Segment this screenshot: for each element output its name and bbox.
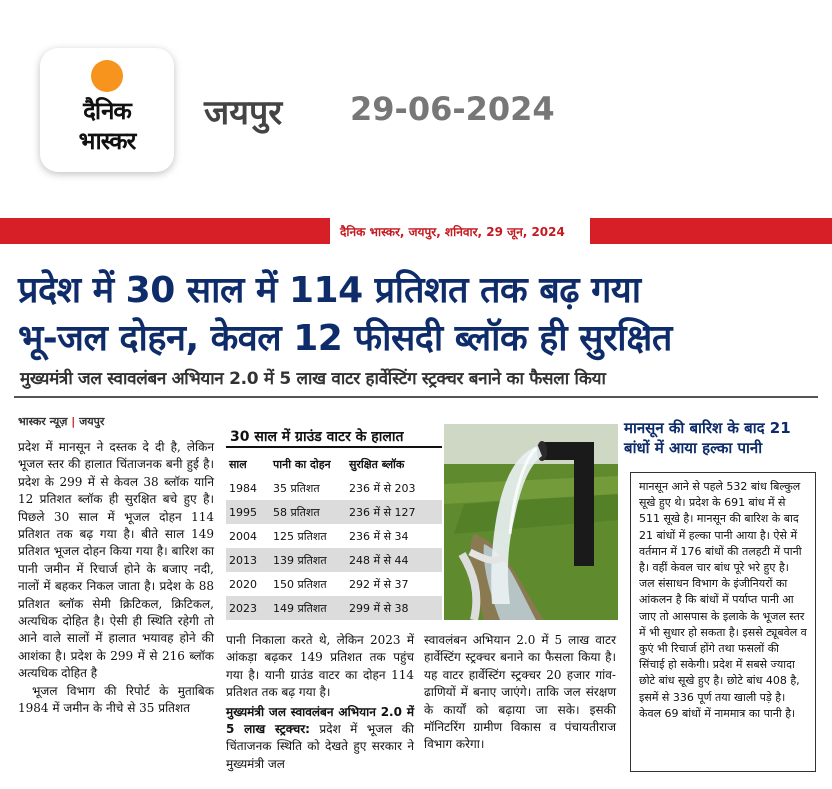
- brand-header: [0, 0, 832, 212]
- edition-date: 29-06-2024: [350, 90, 555, 128]
- table-cell: 2020: [226, 572, 270, 596]
- water-pipe-photo: [444, 424, 618, 620]
- sidebar-text: मानसून आने से पहले 532 बांध बिल्कुल सूखे हुए थे। प्रदेश के 691 बांध में से 511 सूखे है। मानसून की बारिश के बाद 21 बांधों में हल्का पानी आया है। ऐसे में वर्तमान में 176 बांधों की तलहटी में पानी है। वहीं केवल चार बांध पूरे भरे हुए है। जल संसाधन विभाग के इंजीनियरों का आंकलन है कि बांधों में पर्याप्त पानी आ जाए तो आसपास के इलाके के भूजल स्तर में भी सुधार हो सकता है। इससे ट्यूबवेल व कुएं भी रिचार्ज होंगे तथा फसलों की सिंचाई हो सकेगी। प्रदेश में सबसे ज्यादा छोटे बांध सूखे हुए है। छोटे बांध 408 है, इसमें से 336 पूर्ण तया खाली पड़े है। केवल 69 बांधों में नाममात्र का पानी है।: [639, 480, 807, 720]
- logo-text-bhaskar: भास्कर: [78, 127, 136, 155]
- article-paragraph: [226, 704, 414, 774]
- article-column-3: [424, 632, 616, 754]
- table-row: [226, 596, 442, 620]
- table-cell: 299 में से 38: [346, 596, 442, 620]
- article-column-2: [226, 632, 414, 773]
- sidebar-box: [630, 472, 816, 772]
- article-paragraph: भूजल विभाग की रिपोर्ट के मुताबिक 1984 में जमीन के नीचे से 35 प्रतिशत: [18, 683, 214, 716]
- groundwater-table: [226, 424, 442, 620]
- byline-separator: |: [71, 415, 80, 428]
- table-cell: 35 प्रतिशत: [270, 476, 346, 500]
- article-paragraph: प्रदेश में मानसून ने दस्तक दे दी है, लेकिन भूजल स्तर की हालात चिंताजनक बनी हुई है। प्रदेश के 299 में से केवल 38 ब्लॉक यानि 12 प्रतिशत ब्लॉक ही सुरक्षित बचे हुए है। पिछले 30 साल में भूजल दोहन 114 प्रतिशत तक बढ़ गया है। बीते साल 149 प्रतिशत भूजल दोहन किया गया है। बारिश का पानी जमीन में रिचार्ज होने के बजाए नदी, नालों में बहकर निकल जाता है। प्रदेश के 88 प्रतिशत ब्लॉक सेमी क्रिटिकल, क्रिटिकल, अत्यधिक दोहित है। ऐसी ही स्थिति रहेगी तो आने वाले सालों में हालात भयावह होने की आशंका है। प्रदेश के 299 में से 216 ब्लॉक अत्यधिक दोहित है: [18, 440, 214, 681]
- headline-line-2: भू-जल दोहन, केवल 12 फीसदी ब्लॉक ही सुरक्षित: [18, 318, 672, 359]
- table-row: [226, 524, 442, 548]
- byline-source: भास्कर न्यूज़: [18, 415, 68, 428]
- groundwater-data-table: [226, 452, 442, 620]
- table-cell: 236 में से 127: [346, 500, 442, 524]
- table-cell: 1995: [226, 500, 270, 524]
- sun-icon: [91, 60, 123, 92]
- table-cell: 149 प्रतिशत: [270, 596, 346, 620]
- logo-text-dainik: दैनिक: [83, 97, 131, 125]
- table-cell: 125 प्रतिशत: [270, 524, 346, 548]
- article-paragraph: पानी निकाला करते थे, लेकिन 2023 में आंकड़ा बढ़कर 149 प्रतिशत तक पहुंच गया है। यानी ग्राउंड वाटर का दोहन 114 प्रतिशत तक बढ़ गया है।: [226, 633, 414, 700]
- water-pipe-illustration: [444, 424, 618, 620]
- table-cell: 139 प्रतिशत: [270, 548, 346, 572]
- subheadline: मुख्यमंत्री जल स्वावलंबन अभियान 2.0 में 5 लाख वाटर हार्वेस्टिंग स्ट्रक्चर बनाने का फैसला किया: [20, 369, 606, 389]
- section-lead-body: प्रदेश में भूजल की चिंताजनक स्थिति को देखते हुए सरकार ने मुख्यमंत्री जल: [226, 722, 414, 771]
- dainik-bhaskar-logo: [40, 48, 174, 172]
- table-row: [226, 500, 442, 524]
- table-cell: 248 में से 44: [346, 548, 442, 572]
- byline: [18, 414, 214, 429]
- table-cell: 2004: [226, 524, 270, 548]
- section-lead: मुख्यमंत्री जल स्वावलंबन अभियान 2.0 में 5 लाख स्ट्रक्चर:: [226, 704, 414, 737]
- table-row: [226, 572, 442, 596]
- table-header-row: [226, 452, 442, 476]
- article-paragraph: स्वावलंबन अभियान 2.0 में 5 लाख वाटर हार्वेस्टिंग स्ट्रक्चर बनाने का फैसला किया है। यह वाटर हार्वेस्टिंग स्ट्रक्चर 20 हजार गांव-ढाणियों में बनाए जाएंगे। ताकि जल संरक्षण के कार्यों को बढ़ाया जा सके। इसकी मॉनिटरिंग ग्रामीण विकास व पंचायतीराज विभाग करेगा।: [424, 633, 616, 752]
- table-cell: 292 में से 37: [346, 572, 442, 596]
- newspaper-clipping: [0, 214, 832, 789]
- table-row: [226, 476, 442, 500]
- divider: [14, 396, 818, 398]
- table-cell: 150 प्रतिशत: [270, 572, 346, 596]
- table-cell: 1984: [226, 476, 270, 500]
- headline-line-1: प्रदेश में 30 साल में 114 प्रतिशत तक बढ़ गया: [18, 270, 641, 311]
- article-column-1: [18, 414, 214, 718]
- table-cell: 2023: [226, 596, 270, 620]
- table-row: [226, 548, 442, 572]
- edition-city: जयपुर: [204, 93, 283, 133]
- byline-city: जयपुर: [79, 415, 105, 428]
- table-cell: 58 प्रतिशत: [270, 500, 346, 524]
- column-header: साल: [226, 452, 270, 476]
- table-cell: 236 में से 34: [346, 524, 442, 548]
- masthead-bar: [0, 218, 832, 244]
- table-title: 30 साल में ग्राउंड वाटर के हालात: [226, 424, 442, 448]
- column-header: पानी का दोहन: [270, 452, 346, 476]
- masthead-line: दैनिक भास्कर, जयपुर, शनिवार, 29 जून, 2024: [340, 225, 565, 239]
- column-header: सुरक्षित ब्लॉक: [346, 452, 442, 476]
- table-cell: 2013: [226, 548, 270, 572]
- table-cell: 236 में से 203: [346, 476, 442, 500]
- sidebar-title: मानसून की बारिश के बाद 21 बांधों में आया हल्का पानी: [624, 419, 791, 457]
